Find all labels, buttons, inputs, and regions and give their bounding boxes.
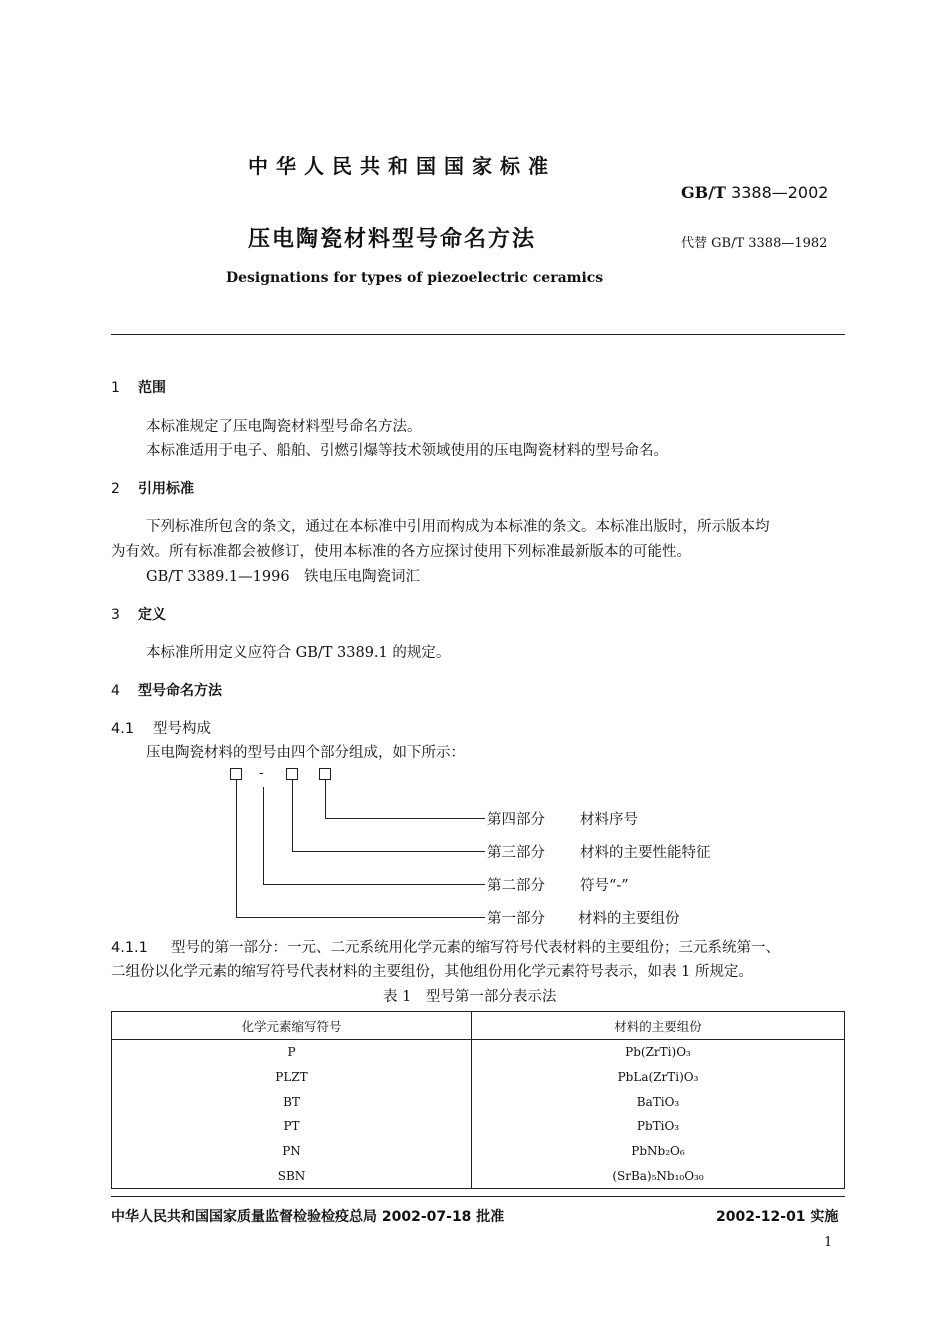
- symbol-cell: PN: [112, 1139, 472, 1164]
- part-label: 第四部分: [487, 812, 545, 828]
- composition-cell: BaTiO₃: [472, 1089, 845, 1114]
- section-number: 1: [111, 380, 120, 396]
- paragraph: 二组份以化学元素的缩写符号代表材料的主要组份，其他组份用化学元素符号表示，如表 1 所规定。: [111, 964, 753, 980]
- table-row: [112, 1040, 845, 1065]
- leader-line: [236, 917, 485, 918]
- standard-year: 3388—2002: [731, 183, 829, 202]
- column-header: 化学元素缩写符号: [112, 1012, 472, 1040]
- section-4-heading: [111, 680, 222, 700]
- part-4-box: [319, 768, 331, 780]
- leader-line: [325, 780, 326, 818]
- page-number: 1: [824, 1235, 833, 1250]
- paragraph: 本标准适用于电子、船舶、引燃引爆等技术领域使用的压电陶瓷材料的型号命名。: [146, 443, 668, 459]
- section-1-heading: [111, 377, 166, 397]
- part-description: 符号“-”: [580, 878, 629, 894]
- symbol-cell: SBN: [112, 1163, 472, 1188]
- part-description: 材料的主要组份: [578, 911, 680, 927]
- leader-line: [292, 851, 485, 852]
- part-description: 材料序号: [580, 812, 638, 828]
- paragraph: 本标准规定了压电陶瓷材料型号命名方法。: [146, 419, 422, 435]
- composition-cell: (SrBa)₅Nb₁₀O₃₀: [472, 1163, 845, 1188]
- designation-table: [111, 1011, 845, 1189]
- standard-prefix: GB/T: [681, 183, 726, 202]
- part-label: 第三部分: [487, 845, 545, 861]
- paragraph: 压电陶瓷材料的型号由四个部分组成，如下所示：: [146, 745, 465, 761]
- symbol-cell: BT: [112, 1089, 472, 1114]
- symbol-cell: P: [112, 1040, 472, 1065]
- table-row: [112, 1139, 845, 1164]
- section-number: 4.1: [111, 721, 135, 737]
- paragraph: 下列标准所包含的条文，通过在本标准中引用而构成为本标准的条文。本标准出版时，所示版本均: [146, 519, 770, 535]
- section-title: 定义: [138, 607, 166, 623]
- issuing-country-title: 中华人民共和国国家标准: [248, 154, 556, 178]
- normative-reference: GB/T 3389.1—1996 铁电压电陶瓷词汇: [146, 569, 421, 585]
- implementation-date: 2002-12-01 实施: [716, 1209, 839, 1225]
- replaces-note: 代替 GB/T 3388—1982: [681, 236, 828, 251]
- paragraph: 本标准所用定义应符合 GB/T 3389.1 的规定。: [146, 645, 451, 661]
- part-3-box: [286, 768, 298, 780]
- leader-line: [292, 780, 293, 851]
- symbol-cell: PT: [112, 1114, 472, 1139]
- composition-cell: PbLa(ZrTi)O₃: [472, 1065, 845, 1090]
- table-row: [112, 1065, 845, 1090]
- dash-symbol: -: [259, 765, 264, 781]
- header-rule: [111, 334, 845, 335]
- table-row: [112, 1163, 845, 1188]
- part-1-box: [230, 768, 242, 780]
- section-title: 引用标准: [138, 481, 194, 497]
- section-2-heading: [111, 478, 194, 498]
- part-label: 第二部分: [487, 878, 545, 894]
- section-number: 2: [111, 481, 120, 497]
- part-description: 材料的主要性能特征: [580, 845, 711, 861]
- section-title: 型号构成: [153, 721, 211, 737]
- table-header-row: [112, 1012, 845, 1040]
- section-title: 范围: [138, 380, 166, 396]
- clause-4-1-1: [111, 936, 780, 957]
- table-row: [112, 1114, 845, 1139]
- leader-line: [263, 884, 485, 885]
- leader-line: [263, 787, 264, 884]
- document-title-english: Designations for types of piezoelectric ceramics: [226, 270, 604, 286]
- symbol-cell: PLZT: [112, 1065, 472, 1090]
- section-number: 3: [111, 607, 120, 623]
- approval-line: 中华人民共和国国家质量监督检验检疫总局 2002-07-18 批准: [111, 1209, 505, 1225]
- composition-cell: PbTiO₃: [472, 1114, 845, 1139]
- leader-line: [236, 780, 237, 917]
- section-number: 4: [111, 683, 120, 699]
- table-caption: 表 1 型号第一部分表示法: [383, 989, 557, 1005]
- composition-cell: Pb(ZrTi)O₃: [472, 1040, 845, 1065]
- paragraph: 为有效。所有标准都会被修订，使用本标准的各方应探讨使用下列标准最新版本的可能性。: [111, 544, 691, 560]
- document-title: 压电陶瓷材料型号命名方法: [248, 227, 537, 252]
- composition-cell: PbNb₂O₆: [472, 1139, 845, 1164]
- section-number: 4.1.1: [111, 940, 148, 956]
- footer-rule: [111, 1196, 845, 1197]
- subsection-4-1-heading: [111, 717, 211, 738]
- clause-text: 型号的第一部分：一元、二元系统用化学元素的缩写符号代表材料的主要组份；三元系统第一、: [171, 940, 780, 956]
- section-3-heading: [111, 604, 166, 624]
- standard-number: [681, 183, 828, 202]
- table-row: [112, 1089, 845, 1114]
- leader-line: [325, 818, 485, 819]
- column-header: 材料的主要组份: [472, 1012, 845, 1040]
- section-title: 型号命名方法: [138, 683, 222, 699]
- part-label: 第一部分: [487, 911, 545, 927]
